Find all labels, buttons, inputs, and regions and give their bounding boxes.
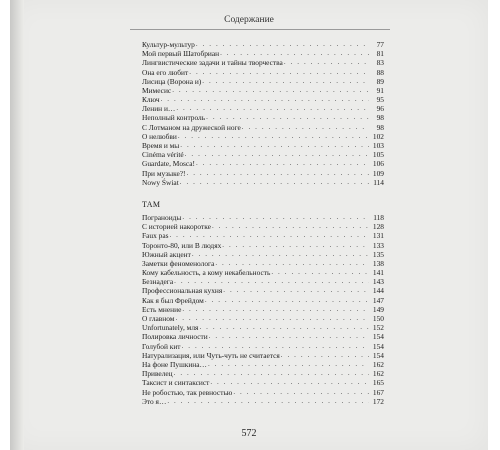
toc-entry-title: О главном <box>142 314 175 324</box>
dot-leader <box>174 277 369 286</box>
toc-entry-page: 152 <box>372 323 384 333</box>
dot-leader <box>176 104 369 113</box>
toc-entry-title: Заметки феноменолога <box>142 258 215 268</box>
toc-entry-page: 77 <box>376 39 384 49</box>
toc-entry <box>142 150 384 159</box>
toc-entry <box>142 77 384 86</box>
toc-entry-title: Как я был Фрейдом <box>142 295 204 305</box>
toc-entry-page: 83 <box>376 58 384 68</box>
dot-leader <box>182 305 369 314</box>
toc-entry <box>142 388 384 397</box>
book-spine-shadow <box>10 0 24 450</box>
dot-leader <box>215 259 369 268</box>
toc-entry-title: Guardate, Mosca! <box>142 159 195 169</box>
dot-leader <box>196 159 369 168</box>
toc-entry <box>142 58 384 67</box>
toc-entry <box>142 342 384 351</box>
header-rule <box>130 29 390 30</box>
toc-entry <box>142 169 384 178</box>
toc-entry <box>142 296 384 305</box>
toc-group-2 <box>142 213 384 406</box>
dot-leader <box>209 332 369 341</box>
toc-entry <box>142 40 384 49</box>
toc-entry-title: Есть мнение <box>142 304 182 314</box>
toc-entry <box>142 397 384 406</box>
toc-entry-page: 91 <box>376 85 384 95</box>
toc-entry-title: При музыке?! <box>142 168 186 178</box>
toc-entry-page: 114 <box>373 177 384 187</box>
toc-entry <box>142 231 384 240</box>
toc-entry <box>142 86 384 95</box>
book-page <box>10 0 488 450</box>
toc-entry-title: С историей накоротке <box>142 222 211 232</box>
dot-leader <box>222 241 369 250</box>
toc-entry <box>142 141 384 150</box>
toc-entry-title: С Лотманом на дружеской ноге <box>142 122 241 132</box>
dot-leader <box>169 231 369 240</box>
toc-entry-page: 102 <box>372 131 384 141</box>
toc-entry-page: 81 <box>376 49 384 59</box>
toc-entry <box>142 360 384 369</box>
toc-entry-title: Кому кабельность, а кому некабельность <box>142 268 271 278</box>
toc-entry-title: Южный акцент <box>142 249 191 259</box>
toc-entry-page: 154 <box>372 350 384 360</box>
toc-entry-title: Она его любит <box>142 67 189 77</box>
toc-entry <box>142 123 384 132</box>
toc-entry <box>142 332 384 341</box>
toc-entry-title: На фоне Пушкина… <box>142 359 207 369</box>
toc-entry-page: 95 <box>376 95 384 105</box>
toc-entry-title: Культур-мультур <box>142 39 195 49</box>
dot-leader <box>208 360 369 369</box>
toc-entry-page: 143 <box>372 277 384 287</box>
dot-leader <box>174 369 369 378</box>
dot-leader <box>271 268 369 277</box>
dot-leader <box>233 388 369 397</box>
toc-entry <box>142 250 384 259</box>
toc-entry-title: Таксист и синтаксист <box>142 378 210 388</box>
toc-entry-page: 96 <box>376 104 384 114</box>
toc-entry-title: Лисица (Ворона и) <box>142 76 202 86</box>
dot-leader <box>281 351 369 360</box>
toc-entry-title: Не робостью, так ревностью <box>142 387 233 397</box>
toc-entry-page: 141 <box>372 268 384 278</box>
toc-entry <box>142 314 384 323</box>
toc-entry <box>142 287 384 296</box>
toc-entry <box>142 68 384 77</box>
toc-entry-page: 144 <box>372 286 384 296</box>
toc-entry-page: 131 <box>372 231 384 241</box>
toc-entry-title: Это я… <box>142 396 167 406</box>
toc-entry-title: Торонто-80, или В людях <box>142 240 222 250</box>
running-header-title: Содержание <box>224 15 274 25</box>
toc-entry <box>142 114 384 123</box>
dot-leader <box>212 222 369 231</box>
toc-entry-page: 106 <box>372 159 384 169</box>
dot-leader <box>284 58 369 67</box>
toc-entry-title: Ленин и… <box>142 104 176 114</box>
toc-entry-title: Натурализация, или Чуть-чуть не считается <box>142 350 280 360</box>
toc-entry-page: 103 <box>372 141 384 151</box>
dot-leader <box>180 141 369 150</box>
toc-entry-page: 98 <box>376 122 384 132</box>
toc-entry-title: Привелец <box>142 369 173 379</box>
toc-entry <box>142 323 384 332</box>
toc-entry <box>142 277 384 286</box>
toc-entry <box>142 241 384 250</box>
toc-entry-title: Время и мы <box>142 141 180 151</box>
toc-entry-page: 128 <box>372 222 384 232</box>
dot-leader <box>185 150 369 159</box>
dot-leader <box>187 169 369 178</box>
toc-entry-title: О нелюбви <box>142 131 177 141</box>
toc-entry <box>142 259 384 268</box>
toc-entry-title: Faux pas <box>142 231 169 241</box>
toc-entry <box>142 95 384 104</box>
toc-entry-page: 109 <box>372 168 384 178</box>
toc-entry <box>142 378 384 387</box>
toc-entry <box>142 268 384 277</box>
toc-entry-page: 105 <box>372 150 384 160</box>
toc-entry-title: Полировка личности <box>142 332 208 342</box>
dot-leader <box>192 250 369 259</box>
dot-leader <box>205 296 369 305</box>
toc-entry-page: 147 <box>372 295 384 305</box>
toc-group-1 <box>142 40 384 187</box>
toc-entry-page: 162 <box>372 359 384 369</box>
toc-entry-page: 133 <box>372 240 384 250</box>
toc-entry-page: 149 <box>372 304 384 314</box>
toc-entry <box>142 305 384 314</box>
toc-entry-page: 162 <box>372 369 384 379</box>
dot-leader <box>202 77 369 86</box>
toc-entry-page: 167 <box>372 387 384 397</box>
toc-entry-title: Unfortunately, мля <box>142 323 199 333</box>
dot-leader <box>199 323 369 332</box>
dot-leader <box>206 113 369 122</box>
toc-entry <box>142 222 384 231</box>
section-heading: ТАМ <box>142 200 161 209</box>
toc-entry-title: Cinéma vérité <box>142 150 184 160</box>
toc-entry-title: Мимесис <box>142 85 172 95</box>
dot-leader <box>242 123 369 132</box>
toc-entry-title: Голубой кит <box>142 341 181 351</box>
toc-entry <box>142 351 384 360</box>
toc-entry <box>142 159 384 168</box>
toc-entry-title: Лингвистические задачи и тайны творчества <box>142 58 283 68</box>
toc-entry <box>142 178 384 187</box>
toc-entry <box>142 213 384 222</box>
toc-entry-page: 150 <box>372 314 384 324</box>
dot-leader <box>223 286 369 295</box>
toc-entry <box>142 104 384 113</box>
toc-entry <box>142 49 384 58</box>
toc-entry-page: 98 <box>376 113 384 123</box>
toc-entry-title: Профессиональная кухня <box>142 286 223 296</box>
toc-entry-page: 172 <box>372 396 384 406</box>
dot-leader <box>167 397 369 406</box>
dot-leader <box>172 86 369 95</box>
toc-entry-page: 138 <box>372 258 384 268</box>
toc-entry-page: 118 <box>373 212 384 222</box>
dot-leader <box>210 378 369 387</box>
dot-leader <box>178 132 369 141</box>
toc-entry-title: Мой первый Шатобриан <box>142 49 220 59</box>
dot-leader <box>180 178 369 187</box>
toc-entry <box>142 132 384 141</box>
dot-leader <box>182 213 369 222</box>
toc-entry-title: Ключ <box>142 95 160 105</box>
toc-entry-title: Nowy Świat <box>142 177 179 187</box>
dot-leader <box>182 342 369 351</box>
toc-entry-page: 154 <box>372 332 384 342</box>
toc-entry-page: 165 <box>372 378 384 388</box>
toc-entry <box>142 369 384 378</box>
dot-leader <box>196 40 369 49</box>
toc-entry-page: 154 <box>372 341 384 351</box>
toc-entry-page: 89 <box>376 76 384 86</box>
page-number: 572 <box>241 428 257 439</box>
toc-entry-title: Пограноиды <box>142 212 182 222</box>
dot-leader <box>161 95 369 104</box>
toc-entry-page: 135 <box>372 249 384 259</box>
dot-leader <box>189 68 369 77</box>
dot-leader <box>176 314 370 323</box>
toc-entry-title: Безнадега <box>142 277 174 287</box>
dot-leader <box>220 49 369 58</box>
toc-entry-title: Неполный контроль <box>142 113 206 123</box>
toc-entry-page: 88 <box>376 67 384 77</box>
